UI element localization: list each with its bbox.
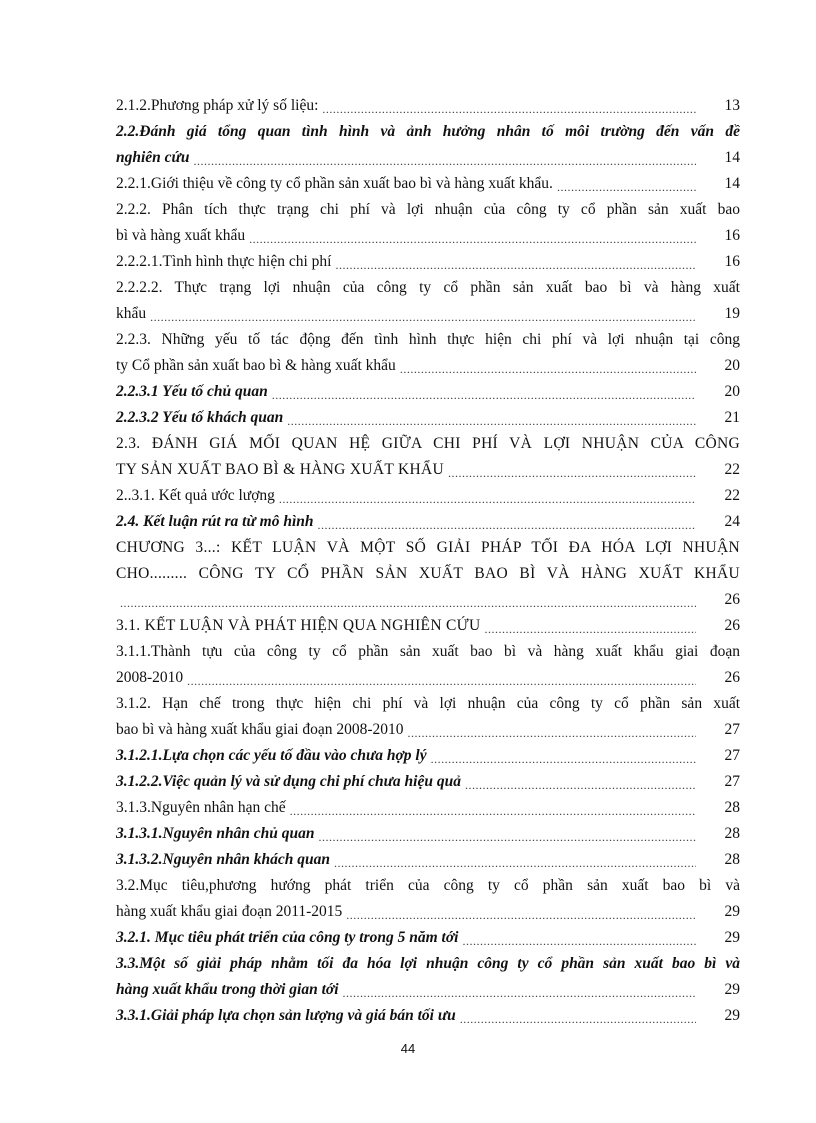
toc-entry[interactable]: [116, 431, 740, 483]
toc-entry-title-line: 2.2.Đánh giá tổng quan tình hình và ảnh hưởng nhân tố môi trường đến vấn đề: [116, 123, 740, 140]
dot-leader: [400, 359, 696, 379]
toc-entry-page: 26: [724, 591, 740, 608]
dot-leader: [448, 463, 696, 483]
toc-entry[interactable]: [116, 847, 740, 873]
toc-entry[interactable]: [116, 769, 740, 795]
dot-leader: [346, 905, 696, 925]
toc-entry-title: 3.1.3.1.Nguyên nhân chủ quan: [116, 825, 315, 842]
toc-entry[interactable]: [116, 691, 740, 743]
toc-entry-title: ty Cổ phần sản xuất bao bì & hàng xuất khẩu: [116, 357, 396, 374]
dot-leader: [120, 593, 696, 613]
toc-entry-title-line: 3.2.Mục tiêu,phương hướng phát triển của công ty cổ phần sản xuất bao bì và: [116, 877, 740, 894]
toc-entry[interactable]: [116, 483, 740, 509]
toc-entry-title: 3.1.3.Nguyên nhân hạn chế: [116, 799, 286, 816]
toc-entry-page: 27: [724, 747, 740, 764]
toc-entry-page: 27: [724, 721, 740, 738]
toc-entry-title: hàng xuất khẩu trong thời gian tới: [116, 981, 339, 998]
toc-entry[interactable]: [116, 93, 740, 119]
toc-entry-title: 3.1.3.2.Nguyên nhân khách quan: [116, 851, 331, 868]
toc-entry-title: 2.4. Kết luận rút ra từ mô hình: [116, 513, 314, 530]
toc-entry-title: 2.2.3.2 Yếu tố khách quan: [116, 409, 284, 426]
toc-entry-title: 3.1.2.1.Lựa chọn các yếu tố đầu vào chưa hợp lý: [116, 747, 427, 764]
toc-entry-title-line: 2.3. ĐÁNH GIÁ MỐI QUAN HỆ GIỮA CHI PHÍ VÀ LỢI NHUẬN CỦA CÔNG: [116, 435, 740, 452]
toc-entry-page: 19: [724, 305, 740, 322]
toc-entry-title: 3.3.1.Giải pháp lựa chọn sản lượng và giá bán tối ưu: [116, 1007, 456, 1024]
dot-leader: [193, 151, 696, 171]
toc-entry-page: 28: [724, 851, 740, 868]
toc-entry-title: bì và hàng xuất khẩu: [116, 227, 246, 244]
toc-entry-title: 2008-2010: [116, 669, 184, 686]
toc-entry[interactable]: [116, 509, 740, 535]
toc-entry-page: 24: [724, 513, 740, 530]
toc-entry[interactable]: [116, 743, 740, 769]
toc-entry[interactable]: [116, 951, 740, 1003]
toc-entry-title-line: 2.2.3. Những yếu tố tác động đến tình hình thực hiện chi phí và lợi nhuận tại công: [116, 331, 740, 348]
toc-entry-title: khẩu: [116, 305, 147, 322]
toc-entry[interactable]: [116, 249, 740, 275]
dot-leader: [343, 983, 696, 1003]
toc-entry-page: 14: [724, 175, 740, 192]
toc-entry-page: 26: [724, 617, 740, 634]
toc-entry[interactable]: [116, 379, 740, 405]
toc-entry-page: 27: [724, 773, 740, 790]
dot-leader: [249, 229, 696, 249]
dot-leader: [557, 177, 696, 197]
dot-leader: [462, 931, 696, 951]
dot-leader: [287, 411, 696, 431]
toc-entry-title: TY SẢN XUẤT BAO BÌ & HÀNG XUẤT KHẨU: [116, 461, 444, 478]
dot-leader: [318, 515, 696, 535]
toc-entry[interactable]: [116, 795, 740, 821]
toc-entry-title-line: 2.2.2. Phân tích thực trạng chi phí và lợi nhuận của công ty cổ phần sản xuất bao: [116, 201, 740, 218]
toc-entry-page: 20: [724, 383, 740, 400]
dot-leader: [334, 853, 696, 873]
toc-entry-title: 3.1.2.2.Việc quản lý và sử dụng chi phí chưa hiệu quả: [116, 773, 461, 790]
dot-leader: [319, 827, 696, 847]
toc-entry-page: 26: [724, 669, 740, 686]
toc-entry-title: nghiên cứu: [116, 149, 190, 166]
page-number: 44: [400, 1041, 416, 1056]
toc-entry[interactable]: [116, 873, 740, 925]
toc-entry-page: 28: [724, 799, 740, 816]
toc-entry-title: bao bì và hàng xuất khẩu giai đoạn 2008-2010: [116, 721, 404, 738]
toc-entry[interactable]: [116, 613, 740, 639]
toc-entry[interactable]: [116, 405, 740, 431]
toc-entry-title: 2.2.1.Giới thiệu về công ty cổ phần sản xuất bao bì và hàng xuất khẩu.: [116, 175, 553, 192]
toc-entry-page: 13: [724, 97, 740, 114]
toc-entry-title: 2.1.2.Phương pháp xử lý số liệu:: [116, 97, 319, 114]
toc-entry-title: hàng xuất khẩu giai đoạn 2011-2015: [116, 903, 343, 920]
toc-entry-page: 29: [724, 981, 740, 998]
toc-entry[interactable]: [116, 275, 740, 327]
dot-leader: [150, 307, 696, 327]
toc-entry-title: 3.1. KẾT LUẬN VÀ PHÁT HIỆN QUA NGHIÊN CỨU: [116, 617, 481, 634]
dot-leader: [408, 723, 696, 743]
toc-entry[interactable]: [116, 925, 740, 951]
toc-entry-page: 16: [724, 227, 740, 244]
toc-entry-title-line: 3.1.1.Thành tựu của công ty cổ phần sản xuất bao bì và hàng xuất khẩu giai đoạn: [116, 643, 740, 660]
toc-entry[interactable]: [116, 171, 740, 197]
toc-entry-page: 29: [724, 1007, 740, 1024]
toc-entry[interactable]: [116, 119, 740, 171]
dot-leader: [187, 671, 696, 691]
toc-entry-title-line: CHO......... CÔNG TY CỔ PHẦN SẢN XUẤT BAO BÌ VÀ HÀNG XUẤT KHẨU: [116, 565, 740, 582]
toc-entry[interactable]: [116, 639, 740, 691]
dot-leader: [322, 99, 696, 119]
toc-entry-title-line: 3.3.Một số giải pháp nhằm tối đa hóa lợi nhuận công ty cổ phần sản xuất bao bì và: [116, 955, 740, 972]
dot-leader: [335, 255, 696, 275]
toc-entry-page: 14: [724, 149, 740, 166]
dot-leader: [465, 775, 696, 795]
toc-entry-page: 28: [724, 825, 740, 842]
toc-entry-page: 20: [724, 357, 740, 374]
toc-entry[interactable]: [116, 327, 740, 379]
dot-leader: [272, 385, 696, 405]
toc-entry-title: 2.2.2.1.Tình hình thực hiện chi phí: [116, 253, 332, 270]
table-of-contents: [116, 93, 740, 1029]
dot-leader: [460, 1009, 696, 1029]
toc-entry-title-line: 3.1.2. Hạn chế trong thực hiện chi phí và lợi nhuận của công ty cổ phần sản xuất: [116, 695, 740, 712]
toc-entry[interactable]: [116, 535, 740, 613]
dot-leader: [431, 749, 696, 769]
toc-entry-title: 3.2.1. Mục tiêu phát triển của công ty trong 5 năm tới: [116, 929, 459, 946]
toc-entry-page: 29: [724, 903, 740, 920]
toc-entry-title-line: CHƯƠNG 3...: KẾT LUẬN VÀ MỘT SỐ GIẢI PHÁP TỐI ĐA HÓA LỢI NHUẬN: [116, 539, 740, 556]
toc-entry[interactable]: [116, 1003, 740, 1029]
dot-leader: [484, 619, 696, 639]
toc-entry[interactable]: [116, 197, 740, 249]
toc-entry-title: 2..3.1. Kết quả ước lượng: [116, 487, 275, 504]
toc-entry-page: 29: [724, 929, 740, 946]
dot-leader: [279, 489, 696, 509]
toc-entry[interactable]: [116, 821, 740, 847]
toc-entry-page: 22: [724, 461, 740, 478]
toc-entry-title-line: 2.2.2.2. Thực trạng lợi nhuận của công ty cổ phần sản xuất bao bì và hàng xuất: [116, 279, 740, 296]
dot-leader: [290, 801, 696, 821]
toc-entry-page: 21: [724, 409, 740, 426]
toc-entry-page: 16: [724, 253, 740, 270]
toc-entry-page: 22: [724, 487, 740, 504]
toc-entry-title: 2.2.3.1 Yếu tố chủ quan: [116, 383, 268, 400]
